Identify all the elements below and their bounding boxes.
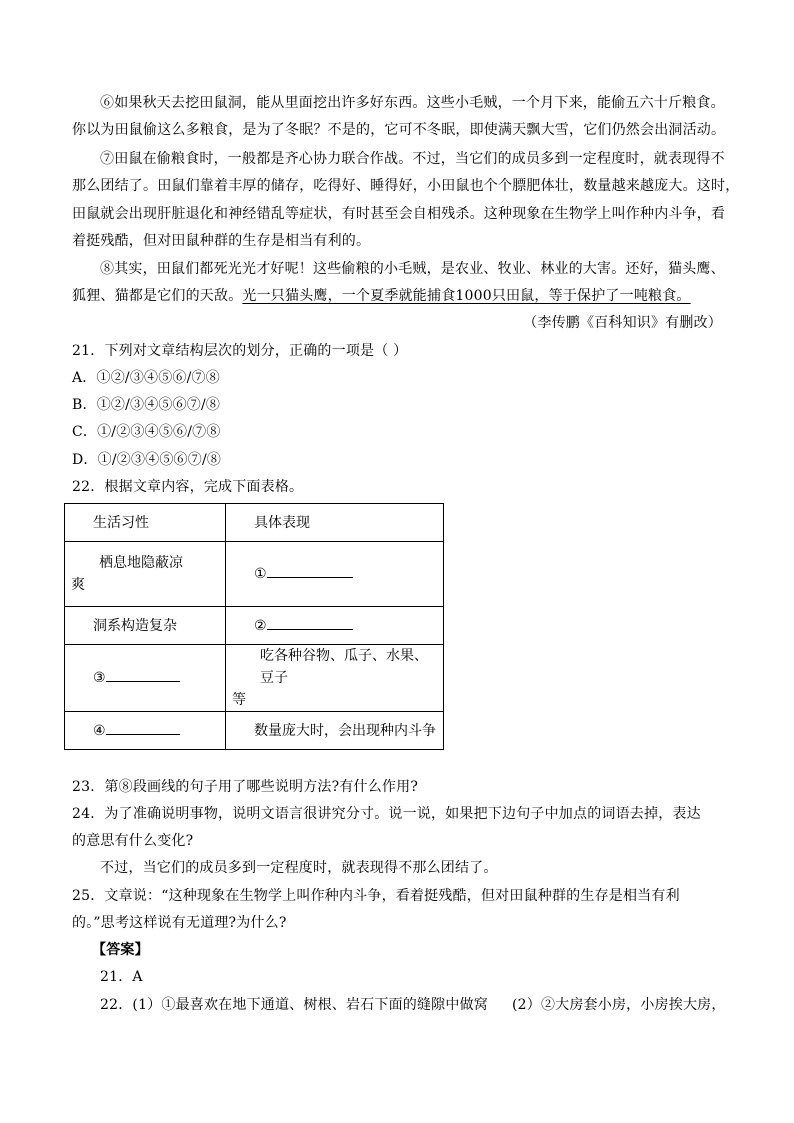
table-row xyxy=(65,607,444,645)
answer-22-part-2: (2）②大房套小房，小房挨大房， xyxy=(511,997,726,1013)
answer-blank[interactable] xyxy=(267,615,353,630)
question-25-line-1: 25．文章说：“这种现象在生物学上叫作种内斗争，看着挺残酷，但对田鼠种群的生存是相当有利 xyxy=(72,888,680,904)
question-21-stem: 21．下列对文章结构层次的划分，正确的一项是（ ） xyxy=(72,343,408,359)
paragraph-6-line-1: ⑥如果秋天去挖田鼠洞，能从里面挖出许多好东西。这些小毛贼，一个月下来，能偷五六十斤粮食。 xyxy=(100,95,725,111)
details-text-line-1: 吃各种谷物、瓜子、水果、豆子 xyxy=(260,648,428,686)
answer-blank[interactable] xyxy=(267,563,353,578)
details-cell xyxy=(226,607,444,645)
blank-number: ③ xyxy=(93,670,106,686)
details-cell xyxy=(226,542,444,607)
paragraph-6-line-2: 你以为田鼠偷这么多粮食，是为了冬眠？不是的，它可不冬眠，即使满天飘大雪，它们仍然会出洞活动。 xyxy=(72,122,726,138)
paragraph-7-line-3: 田鼠就会出现肝脏退化和神经错乱等症状，有时甚至会自相残杀。这种现象在生物学上叫作种内斗争，看 xyxy=(72,206,726,222)
table-row xyxy=(65,645,444,712)
paragraph-7-line-4: 着挺残酷，但对田鼠种群的生存是相当有利的。 xyxy=(72,233,371,249)
habit-text-line-2: 爽 xyxy=(71,577,85,593)
table-header-row xyxy=(65,504,444,542)
answer-22 xyxy=(100,995,726,1015)
paragraph-7-line-1: ⑦田鼠在偷粮食时，一般都是齐心协力联合作战。不过，当它们的成员多到一定程度时，就表现得不 xyxy=(100,151,725,167)
paragraph-8-plain-text: 狐狸、猫都是它们的天敌。 xyxy=(72,288,243,304)
question-21-option-a: A．①②/③④⑤⑥/⑦⑧ xyxy=(72,370,220,386)
question-24-sentence: 不过，当它们的成员多到一定程度时，就表现得不那么团结了。 xyxy=(100,860,498,876)
question-21-option-c: C．①/②③④⑤⑥/⑦⑧ xyxy=(72,424,221,440)
question-21-option-b: B．①②/③④⑤⑥⑦/⑧ xyxy=(72,397,221,413)
question-24-line-2: 的意思有什么变化? xyxy=(72,833,194,849)
blank-number: ④ xyxy=(93,722,106,739)
habit-text-line-1: 栖息地隐蔽凉 xyxy=(99,555,183,571)
answer-heading: 【答案】 xyxy=(92,942,149,958)
answer-blank[interactable] xyxy=(106,667,180,682)
header-habit: 生活习性 xyxy=(65,504,226,542)
question-22-stem: 22．根据文章内容，完成下面表格。 xyxy=(72,479,304,495)
blank-number: ① xyxy=(254,566,267,582)
underlined-sentence: 光一只猫头鹰，一个夏季就能捕食1000只田鼠，等于保护了一吨粮食。 xyxy=(242,288,691,304)
details-cell: 数量庞大时，会出现种内斗争 xyxy=(226,712,444,750)
habit-cell xyxy=(65,542,226,607)
question-24-line-1: 24．为了准确说明事物，说明文语言很讲究分寸。说一说，如果把下边句子中加点的词语去掉，表达 xyxy=(72,806,701,822)
question-21-option-d: D．①/②③④⑤⑥⑦/⑧ xyxy=(72,452,222,468)
source-citation: （李传鹏《百科知识》有删改） xyxy=(523,315,722,331)
details-text-line-2: 等 xyxy=(232,692,246,708)
paragraph-7-line-2: 那么团结了。田鼠们靠着丰厚的储存，吃得好、睡得好，小田鼠也个个膘肥体壮，数量越来越庞大。这时， xyxy=(72,178,740,194)
details-cell xyxy=(226,645,444,712)
answer-21: 21．A xyxy=(100,969,143,985)
table-row xyxy=(65,712,444,750)
habits-table xyxy=(64,503,444,750)
header-details: 具体表现 xyxy=(226,504,444,542)
habit-cell xyxy=(65,645,226,712)
blank-number: ② xyxy=(254,617,267,634)
paragraph-8-line-2 xyxy=(72,286,722,306)
habit-cell xyxy=(65,712,226,750)
habit-cell: 洞系构造复杂 xyxy=(65,607,226,645)
question-25-line-2: 的。”思考这样说有无道理?为什么? xyxy=(72,915,287,931)
table-row xyxy=(65,542,444,607)
answer-22-part-1: 22．(1）①最喜欢在地下通道、树根、岩石下面的缝隙中做窝 xyxy=(100,997,488,1013)
paragraph-8-line-1: ⑧其实，田鼠们都死光光才好呢！这些偷粮的小毛贼，是农业、牧业、林业的大害。还好，猫头鹰、 xyxy=(100,261,725,277)
question-23-stem: 23．第⑧段画线的句子用了哪些说明方法?有什么作用? xyxy=(72,779,419,795)
answer-blank[interactable] xyxy=(106,720,180,735)
